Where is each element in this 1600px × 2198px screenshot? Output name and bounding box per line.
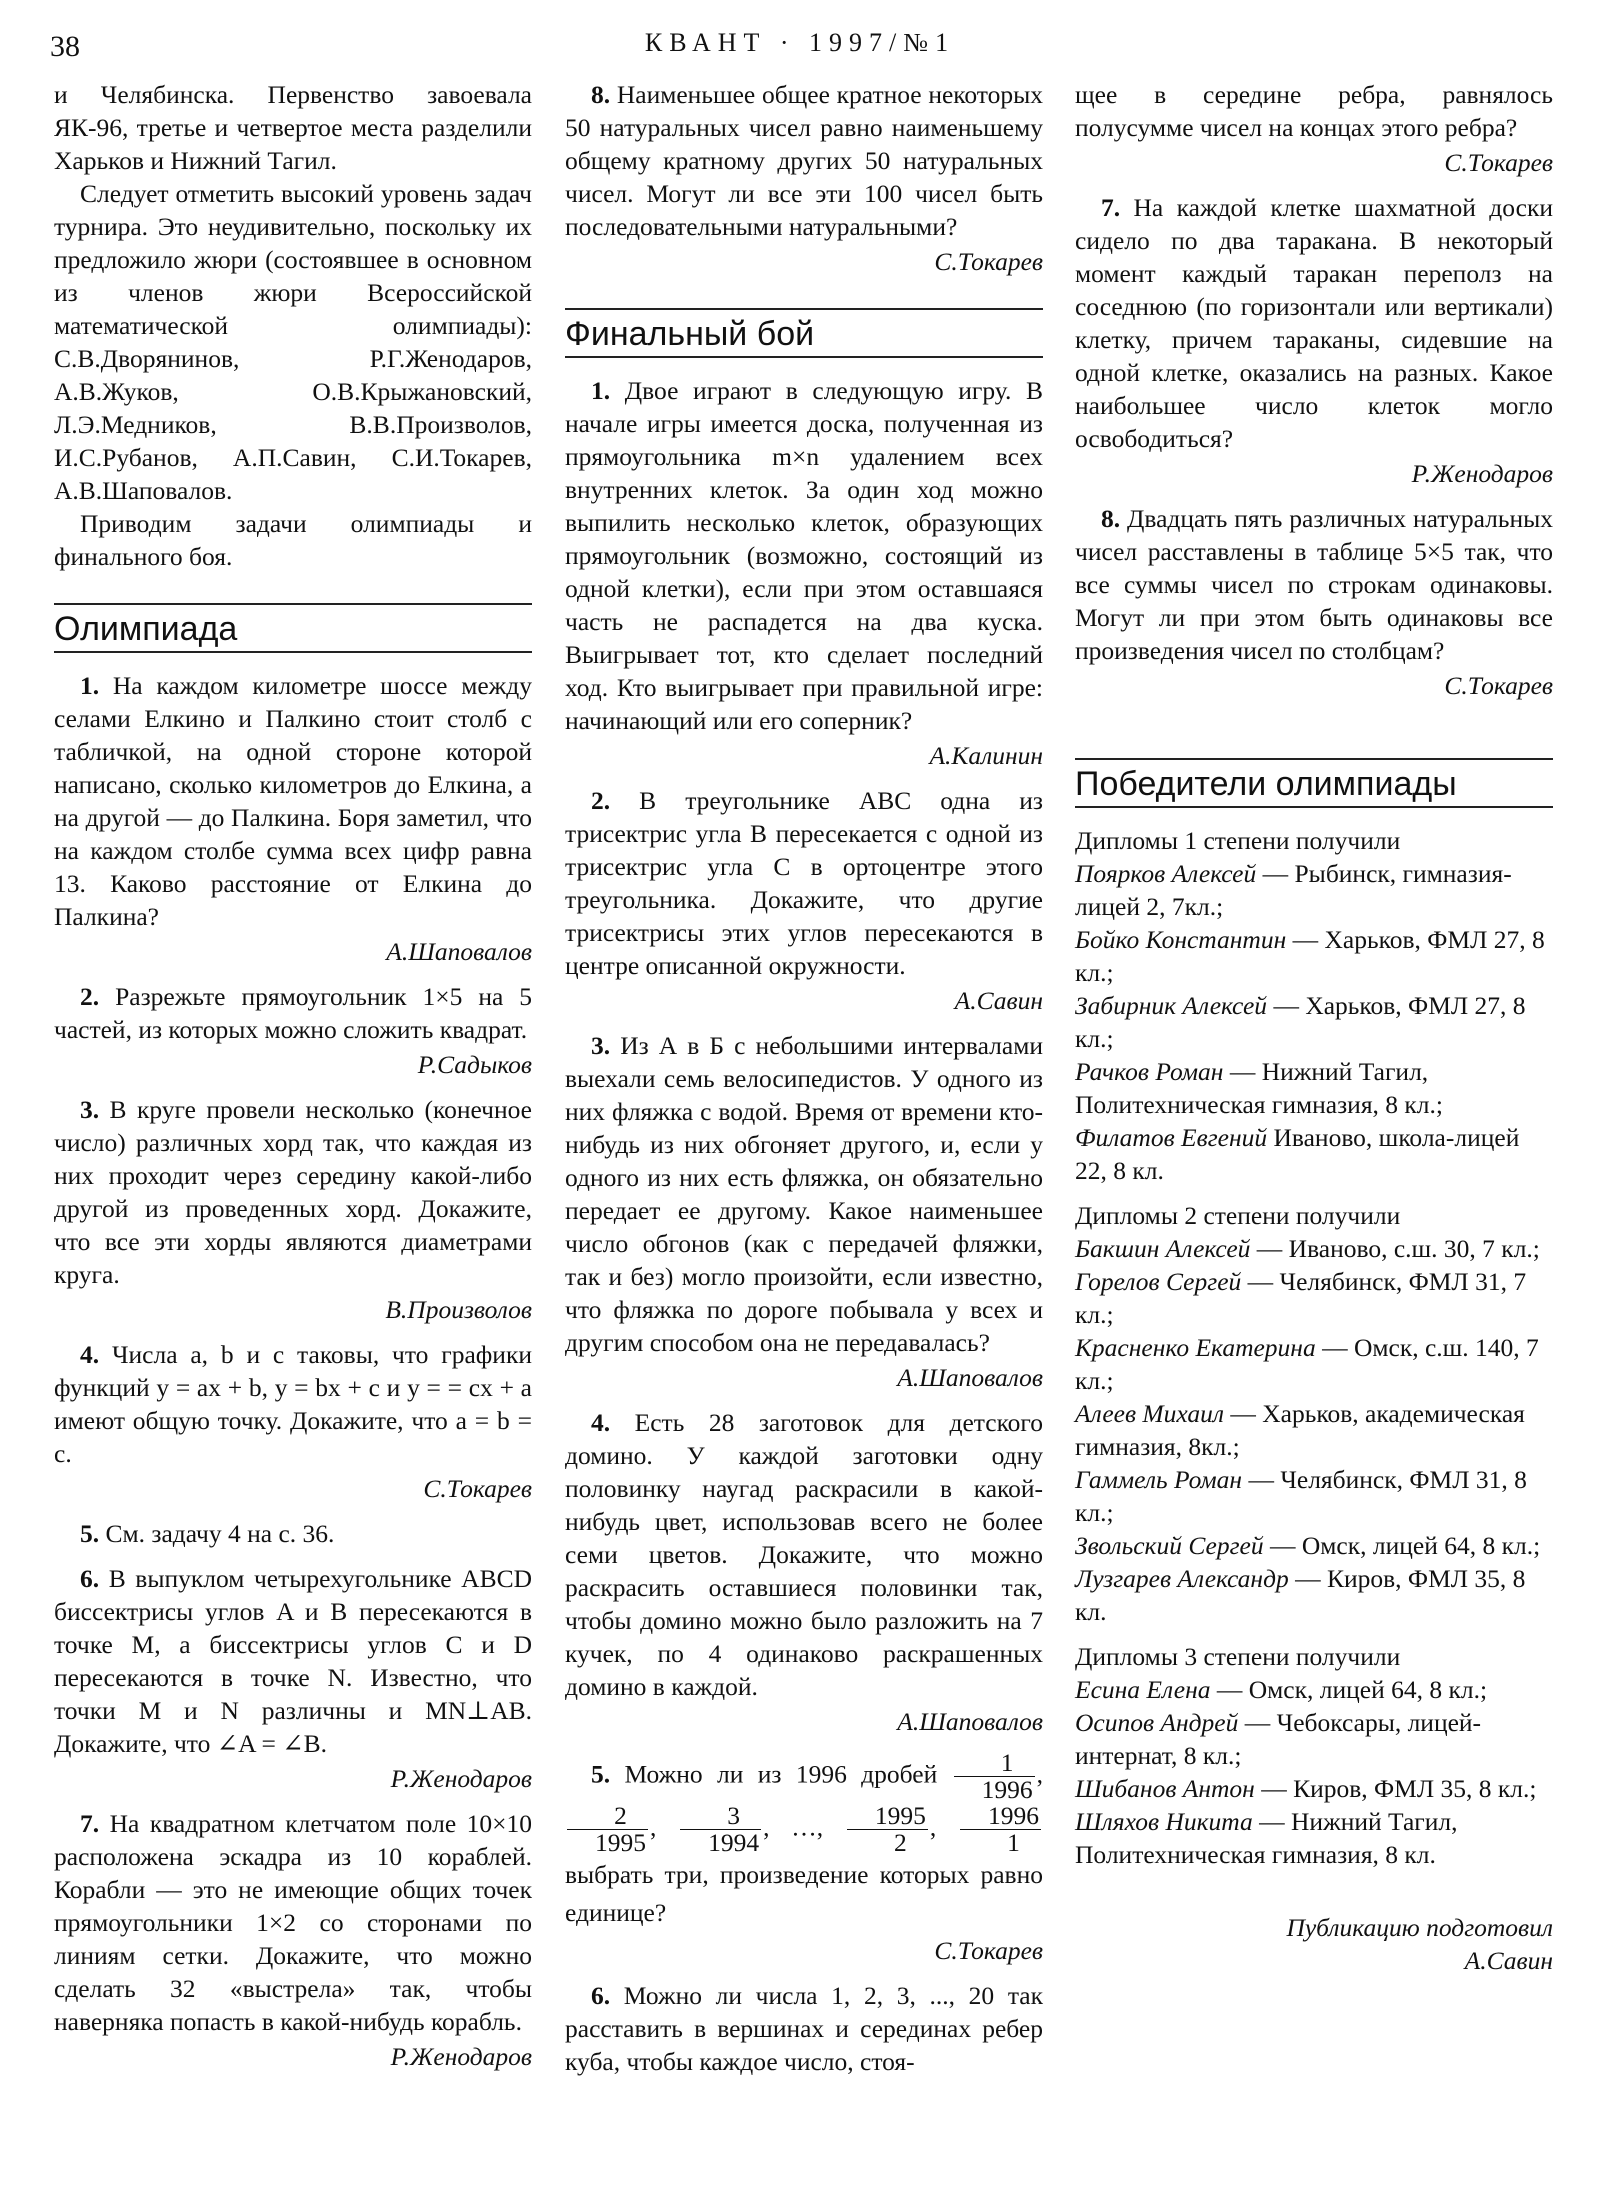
winner-entry [1075, 989, 1553, 1055]
problem-author: Р.Садыков [417, 1050, 532, 1079]
problem-number: 2. [591, 786, 611, 815]
problem-text: В круге провели несколько (конечное число) различных хорд так, что каждая из них проходит через середину какой-либо другой из проведенных хорд. Докажите, что все эти хорды являются диаметрами круга. [54, 1095, 533, 1289]
credit-author: А.Савин [1464, 1946, 1553, 1975]
winner-name: Звольский Сергей [1075, 1531, 1264, 1560]
winner-details: — Киров, ФМЛ 35, 8 кл. [1075, 1564, 1526, 1626]
winner-details: — Иваново, с.ш. 30, 7 кл.; [1250, 1234, 1540, 1263]
winner-name: Рачков Роман [1075, 1057, 1224, 1086]
winner-details: — Нижний Тагил, Политехническая гимназия, 8 кл.; [1075, 1057, 1443, 1119]
winner-name: Шляхов Никита [1075, 1807, 1253, 1836]
problem-text: Наименьшее общее кратное некоторых 50 натуральных чисел равно наименьшему общему кратному других 50 натуральных чисел. Могут ли все эти 100 чисел быть последовательными натуральными? [565, 80, 1043, 241]
winner-entry [1075, 1463, 1553, 1529]
winner-entry [1075, 1331, 1553, 1397]
problem [1075, 191, 1553, 490]
winner-details: — Челябинск, ФМЛ 31, 8 кл.; [1075, 1465, 1527, 1527]
column-3 [1075, 78, 1553, 1977]
winner-name: Гаммель Роман [1075, 1465, 1243, 1494]
ellipsis: …, [791, 1812, 824, 1842]
winner-entry [1075, 857, 1553, 923]
problem-number: 1. [80, 671, 100, 700]
denominator: 1996 [954, 1776, 1035, 1803]
problem-number: 2. [80, 982, 100, 1011]
credit [1075, 1911, 1553, 1977]
winner-entry [1075, 1706, 1553, 1772]
problem-text: Разрежьте прямоугольник 1×5 на 5 частей, из которых можно сложить квадрат. [54, 982, 532, 1044]
winner-name: Поярков Алексей [1075, 859, 1257, 888]
winner-entry [1075, 1397, 1553, 1463]
winner-entry [1075, 1232, 1553, 1265]
problem-number: 6. [591, 1981, 611, 2010]
problem-author: А.Шаповалов [897, 1363, 1043, 1392]
section-heading-olympiad: Олимпиада [54, 603, 532, 653]
denominator: 1995 [567, 1829, 648, 1856]
problem-text: Есть 28 заготовок для детского домино. У каждой заготовки одну половинку наугад раскрасили в какой-нибудь цвет, использовав всего не более семи цветов. Докажите, что можно раскрасить оставшиеся половинки так, чтобы домино можно было разложить на 7 кучек, по 4 одинаково раскрашенных домино в каждой. [565, 1408, 1044, 1701]
intro-paragraph: Следует отметить высокий уровень задач турнира. Это неудивительно, поскольку их предложило жюри (состоявшее в основном из членов жюри Всероссийской математической олимпиады): С.В.Дворянинов, Р.Г.Женодаров, А.В.Жуков, О.В.Крыжановский, Л.Э.Медников, В.В.Произволов, И.С.Рубанов, А.П.Савин, С.И.Токарев, А.В.Шаповалов. [54, 179, 532, 505]
group-label: Дипломы 3 степени получили [1075, 1642, 1401, 1671]
problem [54, 1807, 532, 2073]
problem-author: А.Калинин [929, 741, 1043, 770]
denominator: 1 [960, 1829, 1041, 1856]
problem [54, 669, 532, 968]
winner-name: Алеев Михаил [1075, 1399, 1225, 1428]
problem-number: 5. [80, 1519, 100, 1548]
problem-number: 8. [1101, 504, 1121, 533]
problem [54, 1517, 532, 1550]
fraction [680, 1803, 761, 1856]
problem-number: 6. [80, 1564, 100, 1593]
winner-name: Красненко Екатерина [1075, 1333, 1316, 1362]
problem [54, 1338, 532, 1505]
running-header: КВАНТ · 1997/№1 [644, 28, 956, 57]
winner-entry [1075, 1772, 1553, 1805]
problem [54, 1093, 532, 1326]
problem [565, 784, 1043, 1017]
problem-author: Р.Женодаров [390, 2042, 532, 2071]
problem-number: 7. [1101, 193, 1121, 222]
fraction [847, 1803, 928, 1856]
winner-entry [1075, 923, 1553, 989]
problem-text: На каждой клетке шахматной доски сидело по два таракана. В некоторый момент каждый таракан переполз на соседнюю (по горизонтали или вертикали) клетку, причем тараканы, сидевшие на одной клетке, оказались на разных. Какое наибольшее число клеток могло освободиться? [1075, 193, 1553, 453]
problem-text: Двое играют в следующую игру. В начале игры имеется доска, полученная из прямоугольника m×n удалением всех внутренних клеток. За один ход можно выпилить несколько клеток, образующих прямоугольник (возможно, состоящий из одной клетки), если при этом оставшаяся часть не распадется на два куска. Выигрывает тот, кто сделает последний ход. Кто выигрывает при правильной игре: начинающий или его соперник? [565, 376, 1044, 735]
problem-number: 1. [591, 376, 611, 405]
numerator: 1 [1000, 1748, 1014, 1777]
winner-details: — Харьков, ФМЛ 27, 8 кл.; [1075, 991, 1526, 1053]
problem-author: В.Произволов [385, 1295, 532, 1324]
winner-name: Лузгарев Александр [1075, 1564, 1289, 1593]
winner-details: Иваново, школа-лицей 22, 8 кл. [1075, 1123, 1520, 1185]
problem-text: Можно ли числа 1, 2, 3, ..., 20 так расставить в вершинах и серединах ребер куба, чтобы каждое число, стоя- [565, 1981, 1043, 2076]
problem-text: Можно ли из 1996 дробей [624, 1759, 938, 1789]
problem-number: 7. [80, 1809, 100, 1838]
winner-name: Филатов Евгений [1075, 1123, 1268, 1152]
problem-number: 4. [80, 1340, 100, 1369]
winner-name: Забирник Алексей [1075, 991, 1268, 1020]
problem-number: 5. [591, 1759, 611, 1789]
problem-number: 3. [80, 1095, 100, 1124]
problem-number: 3. [591, 1031, 611, 1060]
winner-entry [1075, 1805, 1553, 1871]
winner-details: — Киров, ФМЛ 35, 8 кл.; [1254, 1774, 1537, 1803]
winner-name: Бойко Константин [1075, 925, 1287, 954]
winner-entry [1075, 1529, 1553, 1562]
numerator: 1996 [988, 1801, 1039, 1830]
winner-name: Горелов Сергей [1075, 1267, 1242, 1296]
winner-name: Осипов Андрей [1075, 1708, 1239, 1737]
problem-author: Р.Женодаров [390, 1764, 532, 1793]
problem [565, 1029, 1043, 1394]
problem-text: Двадцать пять различных натуральных чисел расставлены в таблице 5×5 так, что все суммы чисел по строкам одинаковы. Могут ли при этом быть одинаковы все произведения чисел по столбцам? [1075, 504, 1553, 665]
problem: 5. Можно ли из 1996 дробей $\frac{1}{1996}$ , $\frac{2}{1995}$ , $\frac{3}{1994}$ , …, $\frac{1995}{2}$ , $\frac{1996}{1}$ выбрать три, произведение которых равно единице? С.Токарев [565, 1748, 1043, 1965]
problem-text: На квадратном клетчатом поле 10×10 расположена эскадра из 10 кораблей. Корабли — это не имеющие общих точек прямоугольники 1×2 со сторонами по линиям сетки. Докажите, что можно сделать 32 «выстрела» так, чтобы наверняка попасть в какой-нибудь корабль. [54, 1809, 532, 2036]
fraction [954, 1750, 1035, 1803]
winner-name: Есина Елена [1075, 1675, 1211, 1704]
winner-entry [1075, 1265, 1553, 1331]
problem-author: С.Токарев [1444, 671, 1553, 700]
page-number: 38 [50, 30, 80, 63]
winner-details: — Нижний Тагил, Политехническая гимназия, 8 кл. [1075, 1807, 1458, 1869]
winner-details: — Омск, с.ш. 140, 7 кл.; [1075, 1333, 1539, 1395]
numerator: 3 [727, 1801, 740, 1830]
problem [565, 78, 1043, 278]
problem-author: С.Токарев [934, 1936, 1043, 1965]
winner-entry [1075, 1055, 1553, 1121]
problem-continued [1075, 78, 1553, 179]
problem-author: С.Токарев [934, 247, 1043, 276]
section-heading-winners: Победители олимпиады [1075, 758, 1553, 808]
denominator: 2 [847, 1829, 928, 1856]
problem-author: С.Токарев [1444, 148, 1553, 177]
winner-entry [1075, 1121, 1553, 1187]
numerator: 1995 [874, 1801, 926, 1830]
problem-text: На каждом километре шоссе между селами Елкино и Палкино стоит столб с табличкой, на одной стороне которой написано, сколько километров до Елкина, а на другой — до Палкина. Боря заметил, что на каждом столбе сумма всех цифр равна 13. Каково расстояние от Елкина до Палкина? [54, 671, 532, 931]
column-1 [54, 78, 532, 2073]
problem-author: А.Шаповалов [897, 1707, 1043, 1736]
winner-entry [1075, 1673, 1553, 1706]
credit-line: Публикацию подготовил [1286, 1913, 1553, 1942]
group-label: Дипломы 2 степени получили [1075, 1201, 1401, 1230]
problem [1075, 502, 1553, 702]
fraction [567, 1803, 648, 1856]
section-heading-final: Финальный бой [565, 308, 1043, 358]
problem [54, 980, 532, 1081]
problem [565, 1406, 1043, 1738]
problem-text: Числа a, b и c таковы, что графики функций y = ax + b, y = bx + c и y = = cx + a имеют общую точку. Докажите, что a = b = c. [54, 1340, 532, 1468]
problem-author: Р.Женодаров [1411, 459, 1553, 488]
problem-author: С.Токарев [423, 1474, 532, 1503]
winner-name: Шибанов Антон [1075, 1774, 1255, 1803]
winner-details: — Омск, лицей 64, 8 кл.; [1210, 1675, 1488, 1704]
winner-details: — Омск, лицей 64, 8 кл.; [1263, 1531, 1541, 1560]
problem-text: См. задачу 4 на с. 36. [105, 1519, 335, 1548]
winner-details: — Харьков, академическая гимназия, 8кл.; [1075, 1399, 1525, 1461]
winner-entry [1075, 1562, 1553, 1628]
winner-details: — Харьков, ФМЛ 27, 8 кл.; [1075, 925, 1545, 987]
winner-details: — Челябинск, ФМЛ 31, 7 кл.; [1075, 1267, 1527, 1329]
group-label: Дипломы 1 степени получили [1075, 826, 1401, 855]
problem [565, 1979, 1043, 2078]
problem-text: щее в середине ребра, равнялось полусумме чисел на концах этого ребра? [1075, 80, 1553, 142]
problem-text: В выпуклом четырехугольнике ABCD биссектрисы углов A и B пересекаются в точке M, а биссектрисы углов C и D пересекаются в точке N. Известно, что точки M и N различны и MN⊥AB. Докажите, что ∠A = ∠B. [54, 1564, 533, 1758]
problem-text: В треугольнике ABC одна из трисектрис угла B пересекается с одной из трисектрис угла C в ортоцентре этого треугольника. Докажите, что другие трисектрисы этих углов пересекаются в центре описанной окружности. [565, 786, 1043, 980]
denominator: 1994 [680, 1829, 761, 1856]
problem-author: А.Шаповалов [386, 937, 532, 966]
winner-details: — Чебоксары, лицей-интернат, 8 кл.; [1075, 1708, 1482, 1770]
problem-text: выбрать три, произведение которых равно единице? [565, 1860, 1043, 1927]
winner-name: Бакшин Алексей [1075, 1234, 1251, 1263]
numerator: 2 [614, 1801, 627, 1830]
intro-paragraph: Приводим задачи олимпиады и финального боя. [54, 509, 532, 571]
problem-number: 4. [591, 1408, 611, 1437]
problem [54, 1562, 532, 1795]
column-2 [565, 78, 1043, 2078]
intro-paragraph: и Челябинска. Первенство завоевала ЯК-96, третье и четвертое места разделили Харьков и Нижний Тагил. [54, 80, 532, 175]
problem-number: 8. [591, 80, 611, 109]
winners-list [1075, 824, 1553, 1871]
winner-details: — Рыбинск, гимназия-лицей 2, 7кл.; [1075, 859, 1512, 921]
problem-text: Из А в Б с небольшими интервалами выехали семь велосипедистов. У одного из них фляжка с водой. Время от времени кто-нибудь из них обгоняет другого, и, если у одного из них есть фляжка, он обязательно передает ее другому. Какое наименьшее число обгонов (как с передачей фляжки, так и без) могло произойти, если известно, что фляжка по дороге побывала у всех и другим способом она не передавалась? [565, 1031, 1043, 1357]
problem-author: А.Савин [954, 986, 1043, 1015]
fraction [960, 1803, 1041, 1856]
problem [565, 374, 1043, 772]
